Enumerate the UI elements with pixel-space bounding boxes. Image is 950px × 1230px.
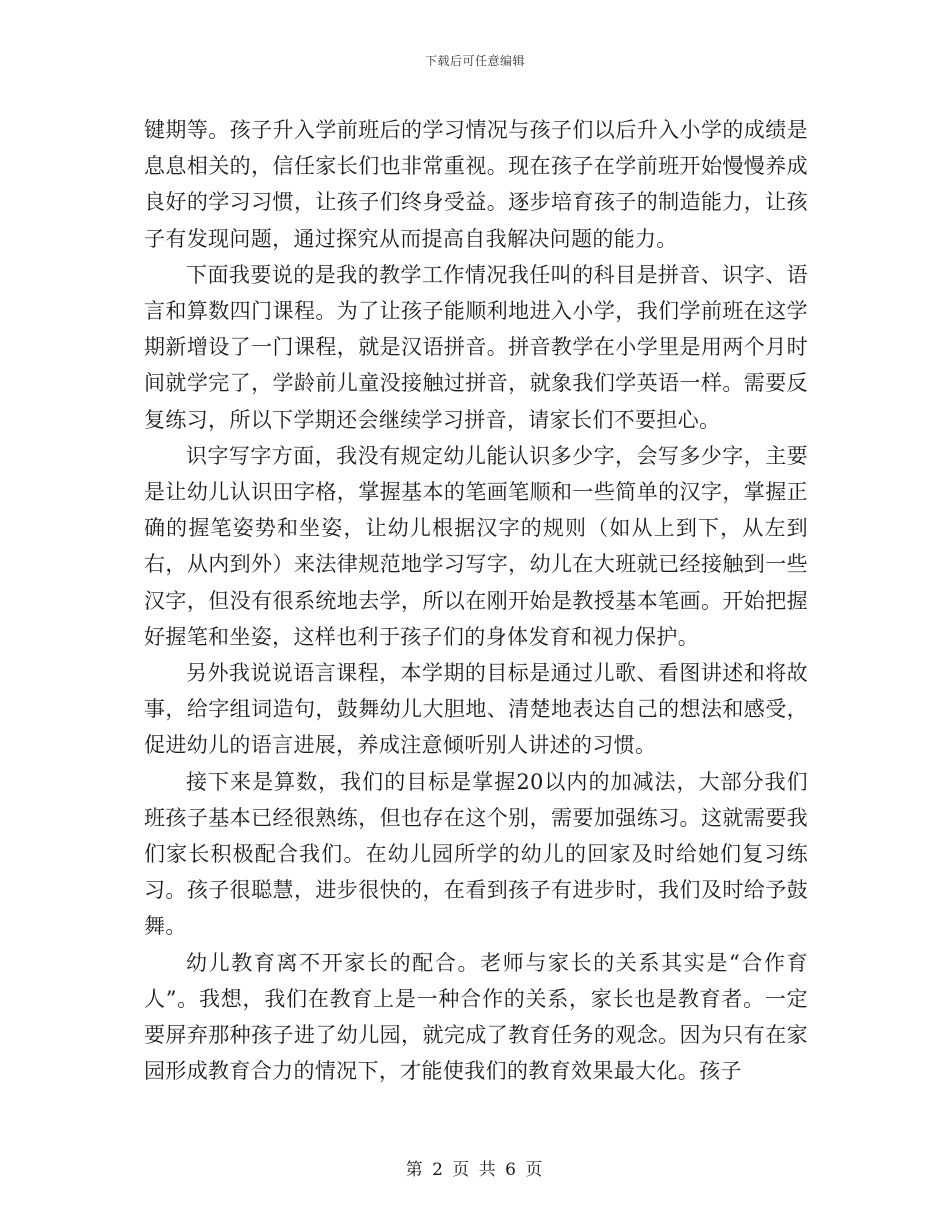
paragraph-3: 识字写字方面，我没有规定幼儿能认识多少字，会写多少字，主要是让幼儿认识田字格，掌握基本的笔画笔顺和一些简单的汉字，掌握正确的握笔姿势和坐姿，让幼儿根据汉字的规则（如从上到下，从左到右，从内到外）来法律规范地学习写字，幼儿在大班就已经接触到一些汉字，但没有很系统地去学，所以在刚开始是教授基本笔画。开始把握好握笔和坐姿，这样也利于孩子们的身体发育和视力保护。: [144, 443, 808, 649]
page-header: 下载后可任意编辑: [424, 54, 525, 68]
paragraph-1: 键期等。孩子升入学前班后的学习情况与孩子们以后升入小学的成绩是息息相关的，信任家长们也非常重视。现在孩子在学前班开始慢慢养成良好的学习习惯，让孩子们终身受益。逐步培育孩子的制造能力，让孩子有发现问题，通过探究从而提高自我解决问题的能力。: [144, 118, 808, 251]
paragraph-6: 幼儿教育离不开家长的配合。老师与家长的关系其实是“合作育人”。我想，我们在教育上是一种合作的关系，家长也是教育者。一定要屏弃那种孩子进了幼儿园，就完成了教育任务的观念。因为只有在家园形成教育合力的情况下，才能使我们的教育效果最大化。孩子: [144, 950, 808, 1084]
paragraph-2: 下面我要说的是我的教学工作情况我任叫的科目是拼音、识字、语言和算数四门课程。为了让孩子能顺利地进入小学，我们学前班在这学期新增设了一门课程，就是汉语拼音。拼音教学在小学里是用两个月时间就学完了，学龄前儿童没接触过拼音，就象我们学英语一样。需要反复练习，所以下学期还会继续学习拼音，请家长们不要担心。: [144, 262, 808, 432]
paragraph-5: 接下来是算数，我们的目标是掌握20以内的加减法，大部分我们班孩子基本已经很熟练，但也存在这个别，需要加强练习。这就需要我们家长积极配合我们。在幼儿园所学的幼儿的回家及时给她们复习练习。孩子很聪慧，进步很快的，在看到孩子有进步时，我们及时给予鼓舞。: [144, 769, 808, 939]
document-body: [144, 112, 808, 1089]
page-footer: 第 2 页 共 6 页: [405, 1160, 545, 1180]
paragraph-4: 另外我说说语言课程，本学期的目标是通过儿歌、看图讲述和将故事，给字组词造句，鼓舞幼儿大胆地、清楚地表达自己的想法和感受，促进幼儿的语言进展，养成注意倾听别人讲述的习惯。: [144, 661, 808, 758]
